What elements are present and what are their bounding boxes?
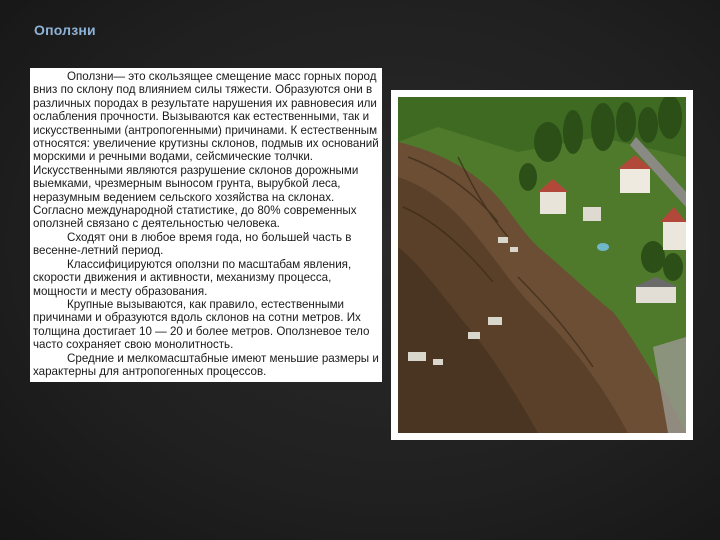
landslide-image bbox=[398, 97, 686, 433]
paragraph-large: Крупные вызываются, как правило, естественными причинами и образуются вдоль склонов на сотни метров. Их толщина достигает 10 — 20 и более метров. Оползневое тело часто сохраняет свою монолитность. bbox=[33, 297, 370, 352]
slide-title: Оползни bbox=[34, 22, 96, 38]
text-body bbox=[30, 68, 382, 382]
paragraph-definition: Оползни— это скользящее смещение масс горных пород вниз по склону под влиянием силы тяжести. Образуются они в различных породах в результате нарушения их равновесия или ослабления прочности. Вызываются как естественными, так и искусственными (антропогенными) причинами. К естественным относятся: увеличение крутизны склонов, подмыв их оснований морскими и речными водами, сейсмические толчки. Искусственными являются разрушение склонов дорожными выемками, чрезмерным выносом грунта, вырубкой леса, неразумным ведением сельского хозяйства на склонах. Согласно международной статистике, до 80% современных оползней связано с деятельностью человека. bbox=[33, 70, 379, 231]
paragraph-medium-small: Средние и мелкомасштабные имеют меньшие размеры и характерны для антропогенных процессов. bbox=[33, 351, 379, 378]
landslide-photo bbox=[391, 90, 693, 440]
paragraph-season: Сходят они в любое время года, но большей часть в весенне-летний период. bbox=[33, 230, 352, 258]
paragraph-classification: Классифицируются оползни по масштабам явления, скорости движения и активности, механизму процесса, мощности и месту образования. bbox=[33, 257, 352, 298]
